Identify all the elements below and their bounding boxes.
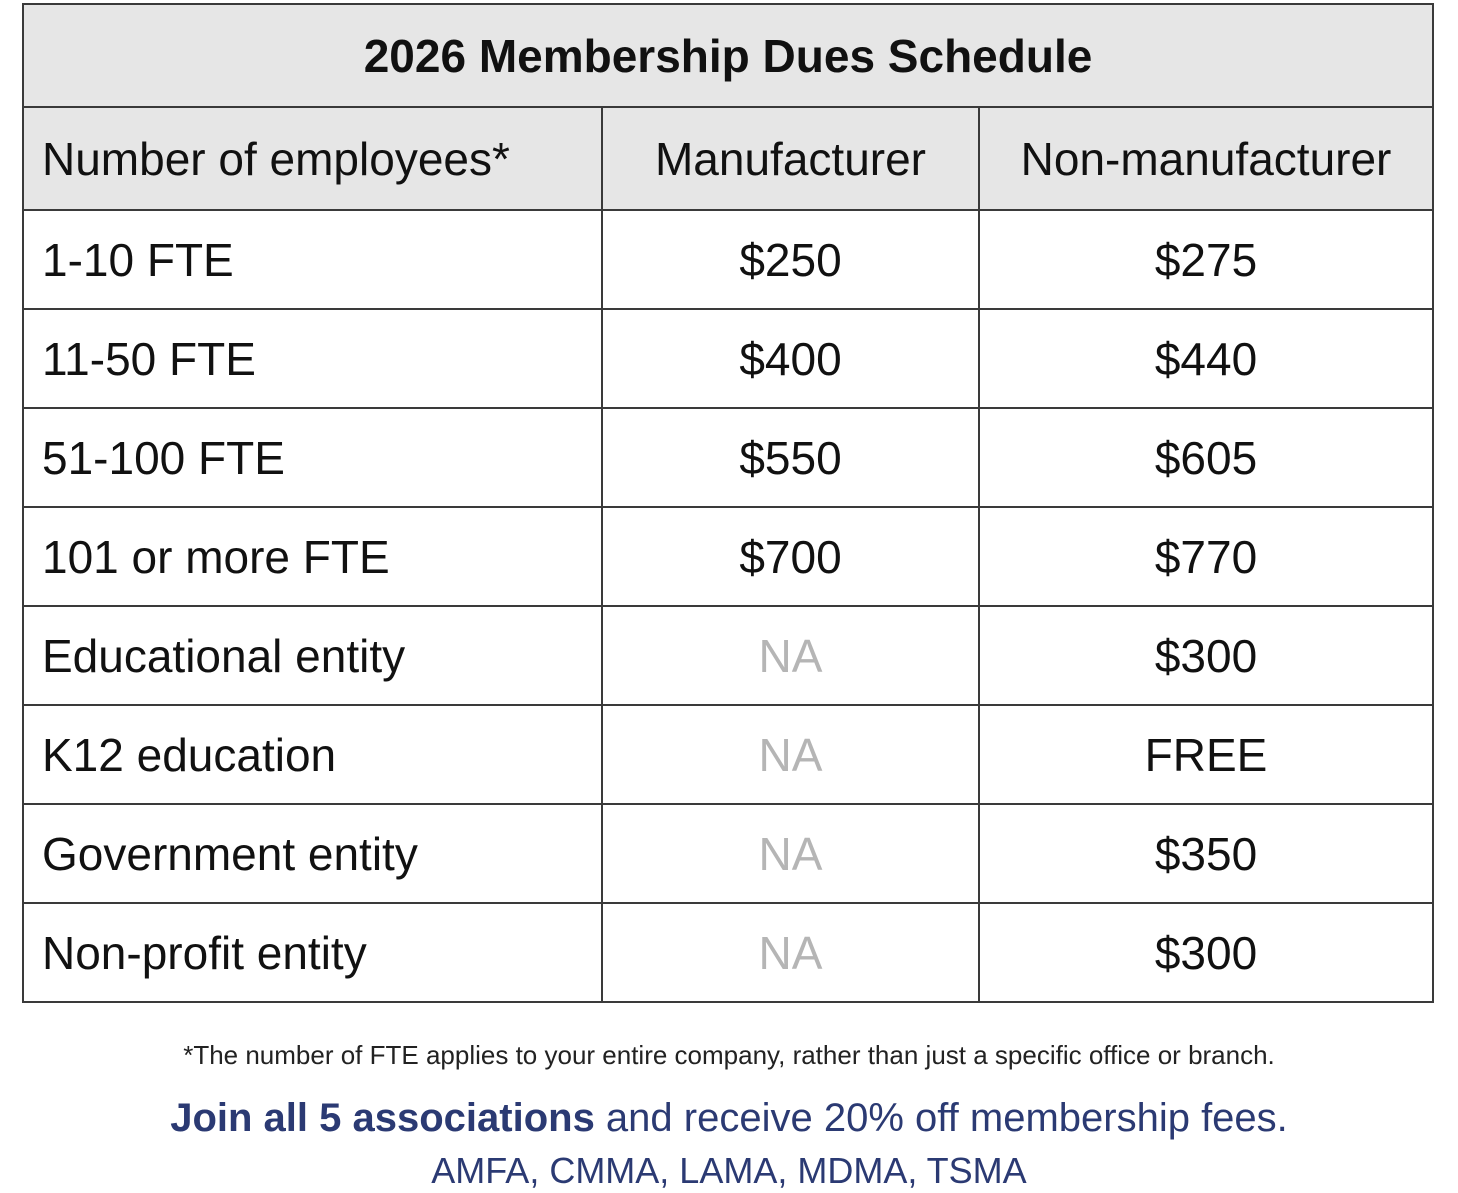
row-label: Government entity: [23, 804, 602, 903]
non-manufacturer-price: $300: [979, 606, 1433, 705]
promo-strong: Join all 5 associations: [170, 1096, 595, 1140]
table-row: [23, 507, 1433, 606]
footnote: *The number of FTE applies to your entire company, rather than just a specific office or branch.: [183, 1040, 1275, 1070]
table-row: [23, 705, 1433, 804]
manufacturer-price: $550: [602, 408, 979, 507]
row-label: K12 education: [23, 705, 602, 804]
non-manufacturer-price: $605: [979, 408, 1433, 507]
header-non-manufacturer: Non-manufacturer: [979, 107, 1433, 210]
table-row: [23, 309, 1433, 408]
header-manufacturer: Manufacturer: [602, 107, 979, 210]
table-row: [23, 408, 1433, 507]
row-label: 101 or more FTE: [23, 507, 602, 606]
row-label: 11-50 FTE: [23, 309, 602, 408]
promo-text: [0, 1096, 1458, 1141]
table-row: [23, 606, 1433, 705]
non-manufacturer-price: $300: [979, 903, 1433, 1002]
promo-rest: and receive 20% off membership fees.: [594, 1096, 1288, 1140]
manufacturer-price: $700: [602, 507, 979, 606]
manufacturer-price: NA: [602, 705, 979, 804]
table-row: [23, 210, 1433, 309]
manufacturer-price: $400: [602, 309, 979, 408]
non-manufacturer-price: FREE: [979, 705, 1433, 804]
manufacturer-price: $250: [602, 210, 979, 309]
table-row: [23, 804, 1433, 903]
dues-table: [22, 3, 1434, 1003]
header-row: [23, 107, 1433, 210]
manufacturer-price: NA: [602, 804, 979, 903]
non-manufacturer-price: $440: [979, 309, 1433, 408]
non-manufacturer-price: $770: [979, 507, 1433, 606]
row-label: Educational entity: [23, 606, 602, 705]
manufacturer-price: NA: [602, 606, 979, 705]
row-label: Non-profit entity: [23, 903, 602, 1002]
title-row: [23, 4, 1433, 107]
associations-list: AMFA, CMMA, LAMA, MDMA, TSMA: [431, 1150, 1027, 1191]
row-label: 1-10 FTE: [23, 210, 602, 309]
header-employees: Number of employees*: [23, 107, 602, 210]
non-manufacturer-price: $275: [979, 210, 1433, 309]
table-title: 2026 Membership Dues Schedule: [23, 4, 1433, 107]
row-label: 51-100 FTE: [23, 408, 602, 507]
manufacturer-price: NA: [602, 903, 979, 1002]
table-row: [23, 903, 1433, 1002]
non-manufacturer-price: $350: [979, 804, 1433, 903]
